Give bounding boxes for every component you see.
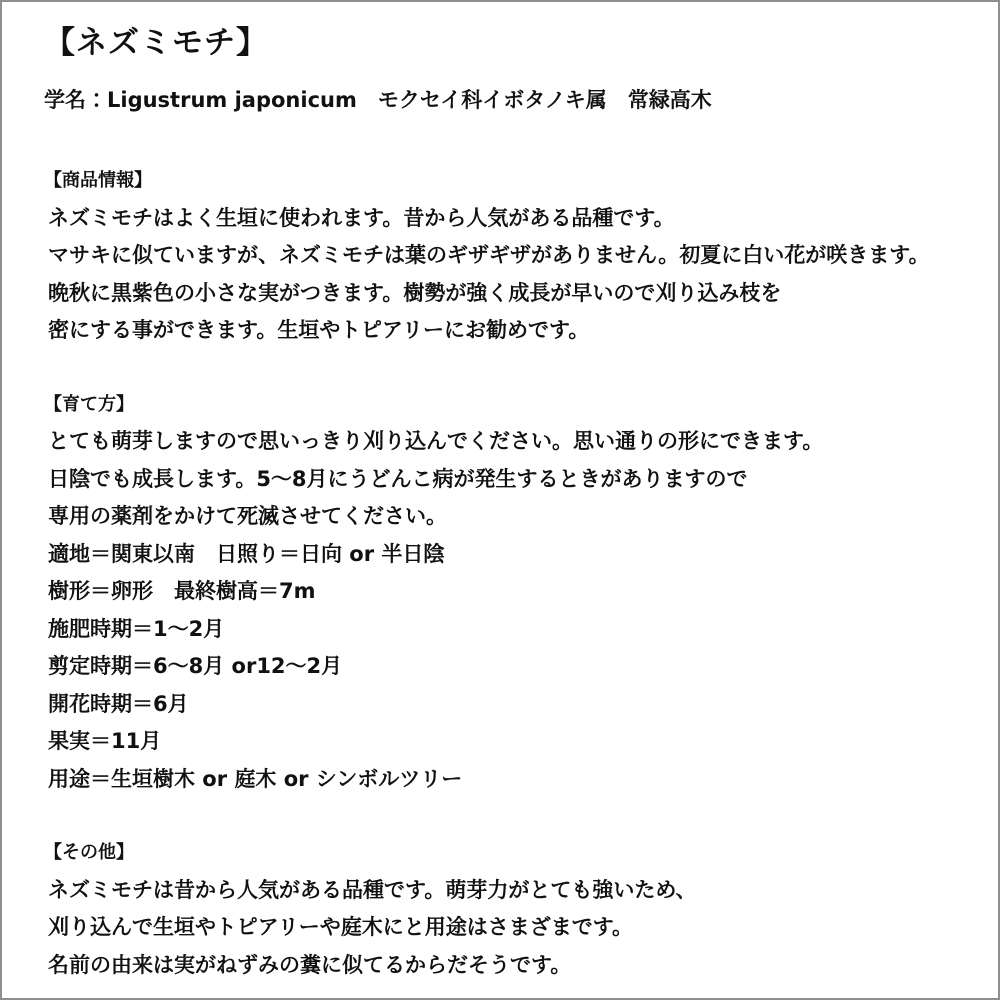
other-line: ネズミモチは昔から人気がある品種です。萌芽力がとても強いため、	[48, 877, 697, 902]
section-heading-other: 【その他】	[44, 842, 134, 863]
other-line: 名前の由来は実がねずみの糞に似てるからだそうです。	[48, 952, 572, 977]
care-line: 専用の薬剤をかけて死滅させてください。	[48, 504, 447, 528]
product-info-line: 晩秋に黒紫色の小さな実がつきます。樹勢が強く成長が早いので刈り込み枝を	[48, 280, 782, 305]
page-title: 【ネズミモチ】	[44, 25, 268, 61]
section-other-notes	[44, 834, 968, 984]
care-spec-pruning-period: 剪定時期＝6～8月 or12～2月	[48, 654, 343, 678]
other-line: 刈り込んで生垣やトピアリーや庭木にと用途はさまざまです。	[48, 915, 634, 939]
product-info-line: マサキに似ていますが、ネズミモチは葉のギザギザがありません。初夏に白い花が咲きます。	[48, 243, 930, 267]
care-spec-fruit-period: 果実＝11月	[48, 729, 162, 753]
product-info-line: ネズミモチはよく生垣に使われます。昔から人気がある品種です。	[48, 205, 675, 230]
section-heading-care: 【育て方】	[44, 393, 134, 415]
care-spec-tree-shape: 樹形＝卵形 最終樹高＝7m	[48, 579, 316, 603]
care-spec-fertilizing-period: 施肥時期＝1～2月	[48, 616, 225, 641]
scientific-name-line: 学名：Ligustrum japonicum モクセイ科イボタノキ属 常緑高木	[44, 88, 712, 112]
product-info-line: 密にする事ができます。生垣やトピアリーにお勧めです。	[48, 318, 590, 342]
section-product-info	[44, 162, 968, 350]
care-spec-suitable-area: 適地＝関東以南 日照り＝日向 or 半日陰	[48, 541, 445, 566]
care-line: 日陰でも成長します。5～8月にうどんこ病が発生するときがありますので	[48, 466, 748, 491]
section-care-instructions	[44, 386, 968, 799]
care-spec-usage: 用途＝生垣樹木 or 庭木 or シンボルツリー	[48, 766, 463, 791]
care-line: とても萌芽しますので思いっきり刈り込んでください。思い通りの形にできます。	[48, 429, 824, 453]
section-heading-product-info: 【商品情報】	[44, 170, 152, 191]
care-spec-flowering-period: 開花時期＝6月	[48, 691, 189, 716]
